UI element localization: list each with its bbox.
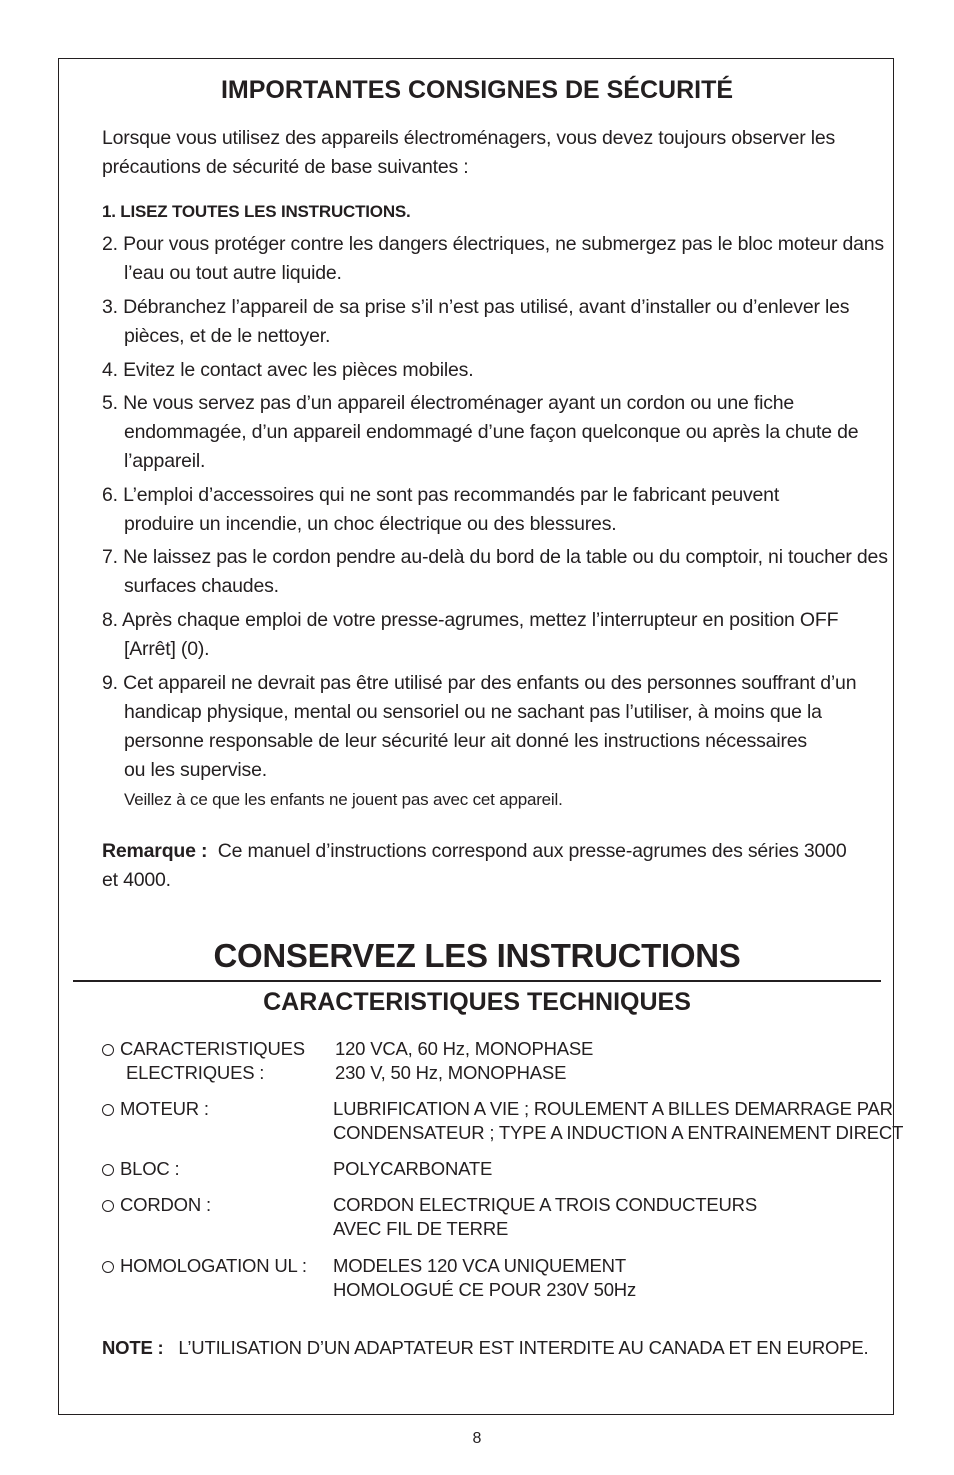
circle-bullet-icon: [102, 1200, 114, 1212]
circle-bullet-icon: [102, 1044, 114, 1056]
remark-text: Ce manuel d’instructions correspond aux presse-agrumes des séries 3000: [217, 840, 847, 862]
item-5-cont: endommagée, d’un appareil endommagé d’une façon quelconque ou après la chute de: [124, 421, 859, 443]
note-line: [102, 1336, 868, 1360]
spec-ul-value: HOMOLOGUÉ CE POUR 230V 50Hz: [333, 1279, 637, 1300]
spec-electrical-value: 230 V, 50 Hz, MONOPHASE: [335, 1062, 567, 1083]
divider: [73, 980, 881, 982]
page-number: 8: [472, 1430, 482, 1447]
spec-motor-value: LUBRIFICATION A VIE ; ROULEMENT A BILLES DEMARRAGE PAR: [333, 1098, 893, 1119]
spec-ul-label: HOMOLOGATION UL :: [102, 1254, 307, 1278]
spec-electrical-label: CARACTERISTIQUES: [102, 1037, 305, 1061]
spec-motor-label: MOTEUR :: [102, 1097, 209, 1121]
remark-label: Remarque :: [102, 840, 208, 862]
spec-bloc-label: BLOC :: [102, 1157, 179, 1181]
spec-electrical-label-cont: ELECTRIQUES :: [126, 1062, 265, 1083]
safety-title: IMPORTANTES CONSIGNES DE SÉCURITÉ: [220, 76, 734, 104]
spec-bloc-value: POLYCARBONATE: [333, 1158, 493, 1179]
spec-motor-value: CONDENSATEUR ; TYPE A INDUCTION A ENTRAINEMENT DIRECT: [333, 1122, 904, 1143]
intro-line: Lorsque vous utilisez des appareils électroménagers, vous devez toujours observer les: [102, 127, 836, 149]
save-instructions-heading: CONSERVEZ LES INSTRUCTIONS: [213, 937, 741, 974]
item-9-cont: ou les supervise.: [124, 759, 267, 781]
item-2-cont: l’eau ou tout autre liquide.: [124, 262, 342, 284]
item-7-cont: surfaces chaudes.: [124, 575, 279, 597]
item-6-cont: produire un incendie, un choc électrique ou des blessures.: [124, 513, 617, 535]
intro-line: précautions de sécurité de base suivantes :: [102, 156, 469, 178]
item-3: 3. Débranchez l’appareil de sa prise s’il n’est pas utilisé, avant d’installer ou d’enlever les: [102, 296, 850, 318]
item-9-note: Veillez à ce que les enfants ne jouent pas avec cet appareil.: [124, 790, 563, 809]
item-5-cont: l’appareil.: [124, 450, 206, 472]
item-3-cont: pièces, et de le nettoyer.: [124, 325, 331, 347]
item-9-cont: personne responsable de leur sécurité leur ait donné les instructions nécessaires: [124, 730, 807, 752]
circle-bullet-icon: [102, 1164, 114, 1176]
circle-bullet-icon: [102, 1104, 114, 1116]
spec-electrical-value: 120 VCA, 60 Hz, MONOPHASE: [335, 1038, 594, 1059]
spec-cord-label: CORDON :: [102, 1193, 211, 1217]
item-6: 6. L’emploi d’accessoires qui ne sont pas recommandés par le fabricant peuvent: [102, 484, 780, 506]
item-4: 4. Evitez le contact avec les pièces mobiles.: [102, 359, 474, 381]
item-7: 7. Ne laissez pas le cordon pendre au-delà du bord de la table ou du comptoir, ni toucher des: [102, 546, 888, 568]
item-2: 2. Pour vous protéger contre les dangers électriques, ne submergez pas le bloc moteur dans: [102, 233, 884, 255]
item-8-cont: [Arrêt] (0).: [124, 638, 210, 660]
spec-ul-value: MODELES 120 VCA UNIQUEMENT: [333, 1255, 626, 1276]
specs-heading: CARACTERISTIQUES TECHNIQUES: [263, 988, 691, 1016]
spec-cord-value: AVEC FIL DE TERRE: [333, 1218, 509, 1239]
note-label: NOTE :: [102, 1337, 164, 1358]
remark-line: [102, 837, 846, 866]
item-1: 1. LISEZ TOUTES LES INSTRUCTIONS.: [102, 202, 411, 221]
item-9-cont: handicap physique, mental ou sensoriel ou ne sachant pas l’utiliser, à moins que la: [124, 701, 822, 723]
remark-cont: et 4000.: [102, 869, 171, 891]
circle-bullet-icon: [102, 1261, 114, 1273]
item-9: 9. Cet appareil ne devrait pas être utilisé par des enfants ou des personnes souffrant d’un: [102, 672, 857, 694]
item-5: 5. Ne vous servez pas d’un appareil électroménager ayant un cordon ou une fiche: [102, 392, 795, 414]
note-text: L’UTILISATION D’UN ADAPTATEUR EST INTERDITE AU CANADA ET EN EUROPE.: [178, 1337, 869, 1358]
item-8: 8. Après chaque emploi de votre presse-agrumes, mettez l’interrupteur en position OFF: [102, 609, 839, 631]
spec-cord-value: CORDON ELECTRIQUE A TROIS CONDUCTEURS: [333, 1194, 757, 1215]
